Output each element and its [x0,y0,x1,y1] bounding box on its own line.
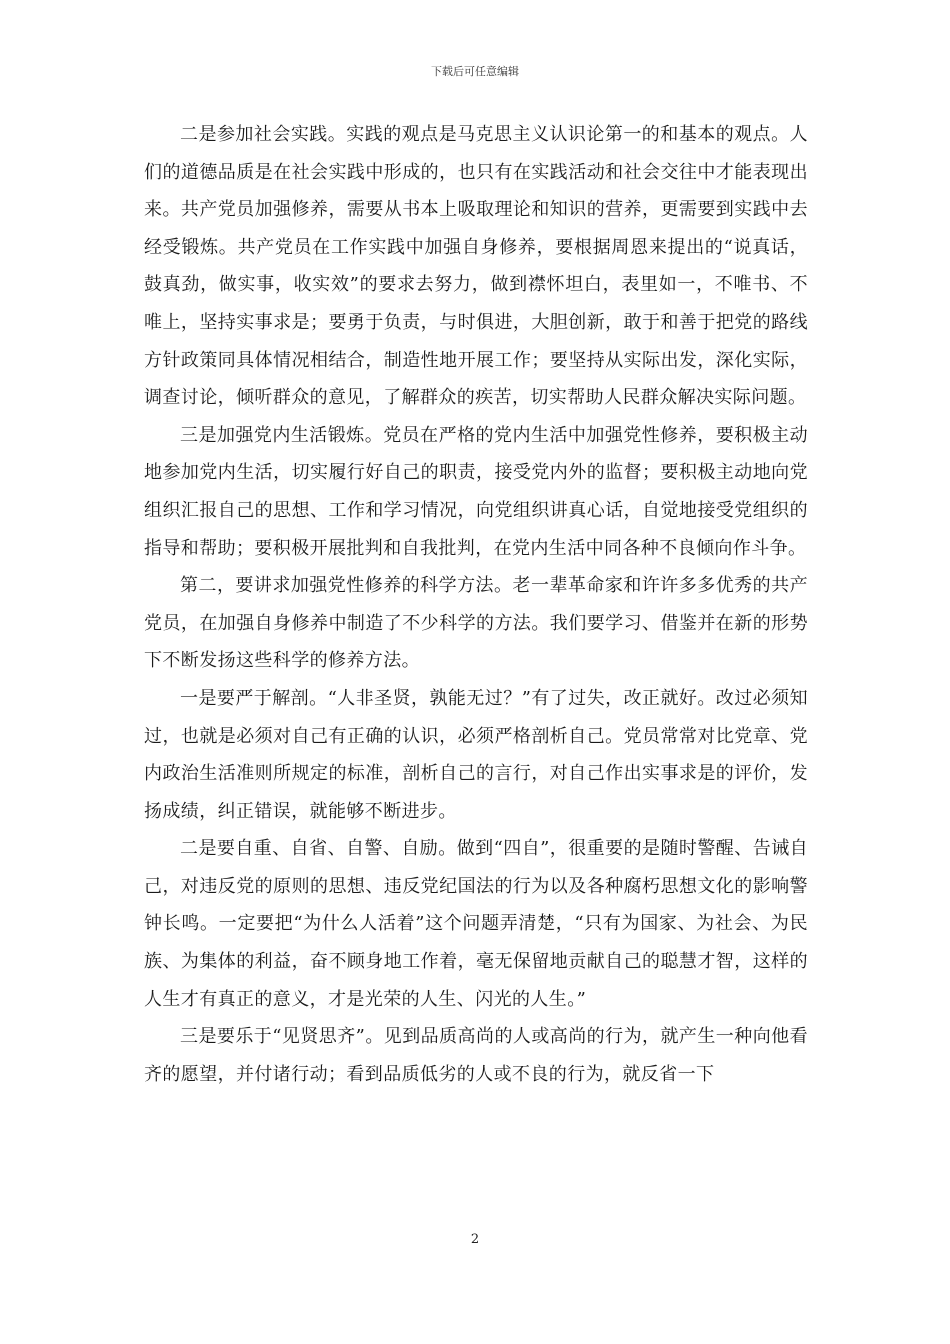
paragraph-four-selves: 二是要自重、自省、自警、自励。做到“四自”，很重要的是随时警醒、告诫自己，对违反党的原则的思想、违反党纪国法的行为以及各种腐朽思想文化的影响警钟长鸣。一定要把“为什么人活着”这个问题弄清楚，“只有为国家、为社会、为民族、为集体的利益，奋不顾身地工作着，毫无保留地贡献自己的聪慧才智，这样的人生才有真正的意义，才是光荣的人生、闪光的人生。” [144,838,808,1010]
document-body [144,116,808,1093]
paragraph-emulate-virtue: 三是要乐于“见贤思齐”。见到品质高尚的人或高尚的行为，就产生一种向他看齐的愿望，并付诸行动；看到品质低劣的人或不良的行为，就反省一下 [144,1026,808,1085]
paragraph-social-practice: 二是参加社会实践。实践的观点是马克思主义认识论第一的和基本的观点。人们的道德品质是在社会实践中形成的，也只有在实践活动和社会交往中才能表现出来。共产党员加强修养，需要从书本上吸取理论和知识的营养，更需要到实践中去经受锻炼。共产党员在工作实践中加强自身修养，要根据周恩来提出的“说真话，鼓真劲，做实事，收实效”的要求去努力，做到襟怀坦白，表里如一，不唯书、不唯上，坚持实事求是；要勇于负责，与时俱进，大胆创新，敢于和善于把党的路线方针政策同具体情况相结合，制造性地开展工作；要坚持从实际出发，深化实际，调查讨论，倾听群众的意见，了解群众的疾苦，切实帮助人民群众解决实际问题。 [144,124,808,409]
page-header: 下载后可任意编辑 [431,65,519,78]
paragraph-self-analysis: 一是要严于解剖。“人非圣贤，孰能无过？”有了过失，改正就好。改过必须知过，也就是必须对自己有正确的认识，必须严格剖析自己。党员常常对比党章、党内政治生活准则所规定的标准，剖析自己的言行，对自己作出实事求是的评价，发扬成绩，纠正错误，就能够不断进步。 [144,687,808,822]
page-number: 2 [470,1232,480,1247]
paragraph-scientific-methods: 第二，要讲求加强党性修养的科学方法。老一辈革命家和许许多多优秀的共产党员，在加强自身修养中制造了不少科学的方法。我们要学习、借鉴并在新的形势下不断发扬这些科学的修养方法。 [144,575,808,672]
paragraph-party-life: 三是加强党内生活锻炼。党员在严格的党内生活中加强党性修养，要积极主动地参加党内生活，切实履行好自己的职责，接受党内外的监督；要积极主动地向党组织汇报自己的思想、工作和学习情况，向党组织讲真心话，自觉地接受党组织的指导和帮助；要积极开展批判和自我批判，在党内生活中同各种不良倾向作斗争。 [144,424,808,559]
